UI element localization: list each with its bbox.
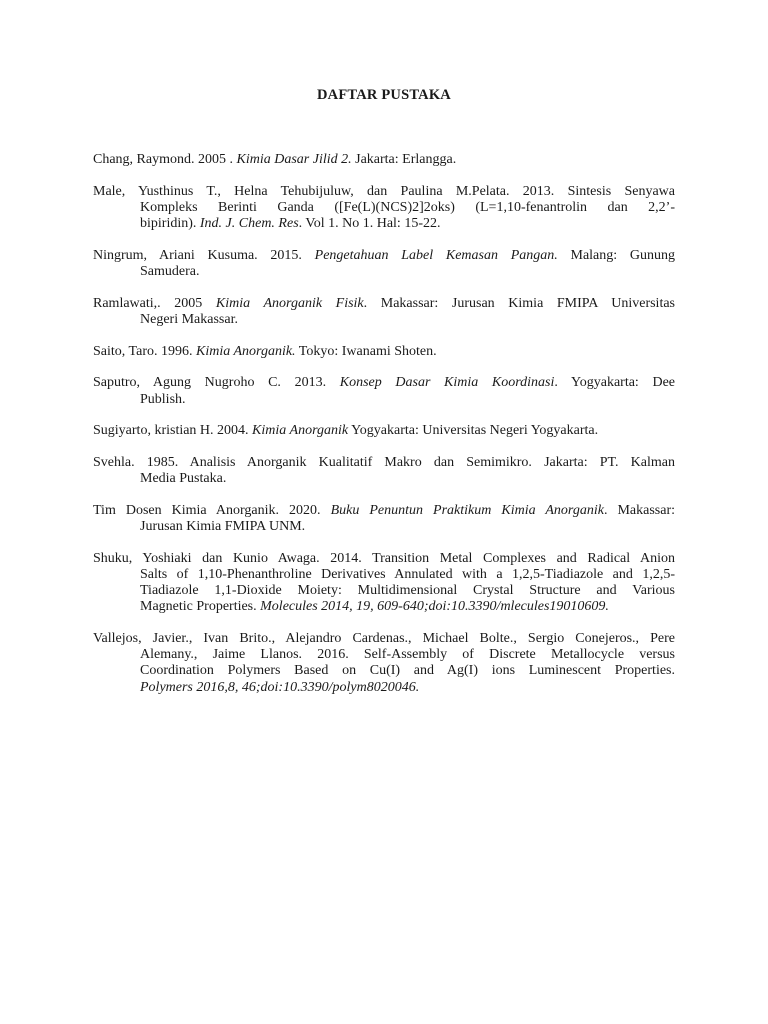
reference-line [93, 647, 675, 663]
reference-text: Salts of 1,10-Phenanthroline Derivatives Annulated with a 1,2,5-Tiadiazole and 1,2,5- [140, 566, 675, 582]
reference-line [93, 567, 675, 583]
reference-text: Saito, Taro. 1996. [93, 343, 196, 359]
reference-italic-text: Kimia Dasar Jilid 2. [236, 152, 352, 167]
reference-entry [93, 248, 675, 280]
reference-text: Male, Yusthinus T., Helna Tehubijuluw, dan Paulina M.Pelata. 2013. Sintesis Senyawa [93, 183, 675, 199]
reference-entry [93, 551, 675, 616]
reference-line [93, 599, 675, 615]
reference-text: Jurusan Kimia FMIPA UNM. [140, 519, 306, 535]
reference-line [93, 296, 675, 312]
reference-italic-text: Ind. J. Chem. Res [199, 216, 299, 232]
reference-text: Jakarta: Erlangga. [351, 152, 457, 167]
reference-line [93, 375, 675, 391]
reference-line [93, 519, 675, 535]
reference-entry [93, 184, 675, 233]
reference-entry [93, 296, 675, 328]
reference-line [93, 583, 675, 599]
reference-italic-text: Pengetahuan Label Kemasan Pangan. [314, 247, 558, 263]
reference-text: Tim Dosen Kimia Anorganik. 2020. [93, 502, 331, 518]
reference-line [93, 471, 675, 487]
reference-text: Publish. [140, 391, 186, 407]
reference-text: Vallejos, Javier., Ivan Brito., Alejandro Cardenas., Michael Bolte., Sergio Conejeros., Pere [93, 631, 675, 647]
reference-entry [93, 152, 675, 168]
reference-text: Shuku, Yoshiaki dan Kunio Awaga. 2014. Transition Metal Complexes and Radical Anion [93, 550, 675, 566]
reference-line [93, 503, 675, 519]
reference-italic-text: Buku Penuntun Praktikum Kimia Anorganik [330, 502, 604, 518]
reference-line [93, 200, 675, 216]
reference-line [93, 184, 675, 200]
reference-entry [93, 503, 675, 535]
reference-italic-text: Kimia Anorganik [252, 423, 349, 439]
reference-italic-text: Kimia Anorganik Fisik [215, 295, 364, 311]
reference-text: Yogyakarta: Universitas Negeri Yogyakarta. [348, 423, 599, 439]
reference-italic-text: Polymers 2016,8, 46;doi:10.3390/polym8020046. [140, 679, 420, 695]
reference-line [93, 216, 675, 232]
reference-line [93, 551, 675, 567]
reference-text: Tokyo: Iwanami Shoten. [295, 343, 437, 359]
reference-text: . Vol 1. No 1. Hal: 15-22. [298, 216, 441, 232]
reference-text: Svehla. 1985. Analisis Anorganik Kualitatif Makro dan Semimikro. Jakarta: PT. Kalman [93, 454, 675, 470]
reference-line [93, 423, 675, 439]
reference-list [93, 152, 675, 711]
reference-line [93, 663, 675, 679]
reference-text: Samudera. [140, 264, 200, 280]
reference-line [93, 392, 675, 408]
reference-line [93, 455, 675, 471]
reference-entry [93, 631, 675, 696]
reference-text: Coordination Polymers Based on Cu(I) and Ag(I) ions Luminescent Properties. [140, 663, 675, 679]
reference-text: Ramlawati,. 2005 [93, 295, 216, 311]
reference-entry [93, 344, 675, 360]
reference-entry [93, 455, 675, 487]
reference-line [93, 680, 675, 696]
reference-line [93, 248, 675, 264]
reference-text: Tiadiazole 1,1-Dioxide Moiety: Multidimensional Crystal Structure and Various [140, 583, 675, 599]
reference-text: Negeri Makassar. [140, 311, 238, 327]
reference-text: Sugiyarto, kristian H. 2004. [93, 423, 253, 439]
reference-text: Ningrum, Ariani Kusuma. 2015. [93, 247, 315, 263]
reference-text: bipiridin). [140, 216, 200, 232]
reference-line [93, 152, 675, 168]
reference-text: Malang: Gunung [557, 247, 675, 263]
reference-entry [93, 423, 675, 439]
reference-text: Saputro, Agung Nugroho C. 2013. [93, 375, 340, 391]
reference-text: Alemany., Jaime Llanos. 2016. Self-Assembly of Discrete Metallocycle versus [140, 647, 675, 663]
reference-line [93, 312, 675, 328]
reference-text: Chang, Raymond. 2005 . [93, 152, 237, 167]
reference-text: . Makassar: [603, 502, 675, 518]
reference-text: Magnetic Properties. [140, 599, 261, 615]
reference-italic-text: Kimia Anorganik. [195, 343, 296, 359]
reference-italic-text: Konsep Dasar Kimia Koordinasi [339, 375, 555, 391]
reference-line [93, 344, 675, 360]
reference-text: Media Pustaka. [140, 471, 227, 487]
reference-text: . Yogyakarta: Dee [554, 375, 676, 391]
reference-line [93, 631, 675, 647]
reference-text: . Makassar: Jurusan Kimia FMIPA Universitas [363, 295, 675, 311]
reference-italic-text: Molecules 2014, 19, 609-640;doi:10.3390/mlecules19010609. [260, 599, 609, 615]
page-title: DAFTAR PUSTAKA [317, 87, 451, 103]
reference-entry [93, 375, 675, 407]
reference-text: Kompleks Berinti Ganda ([Fe(L)(NCS)2]2oks) (L=1,10-fenantrolin dan 2,2’- [140, 199, 675, 215]
reference-line [93, 264, 675, 280]
